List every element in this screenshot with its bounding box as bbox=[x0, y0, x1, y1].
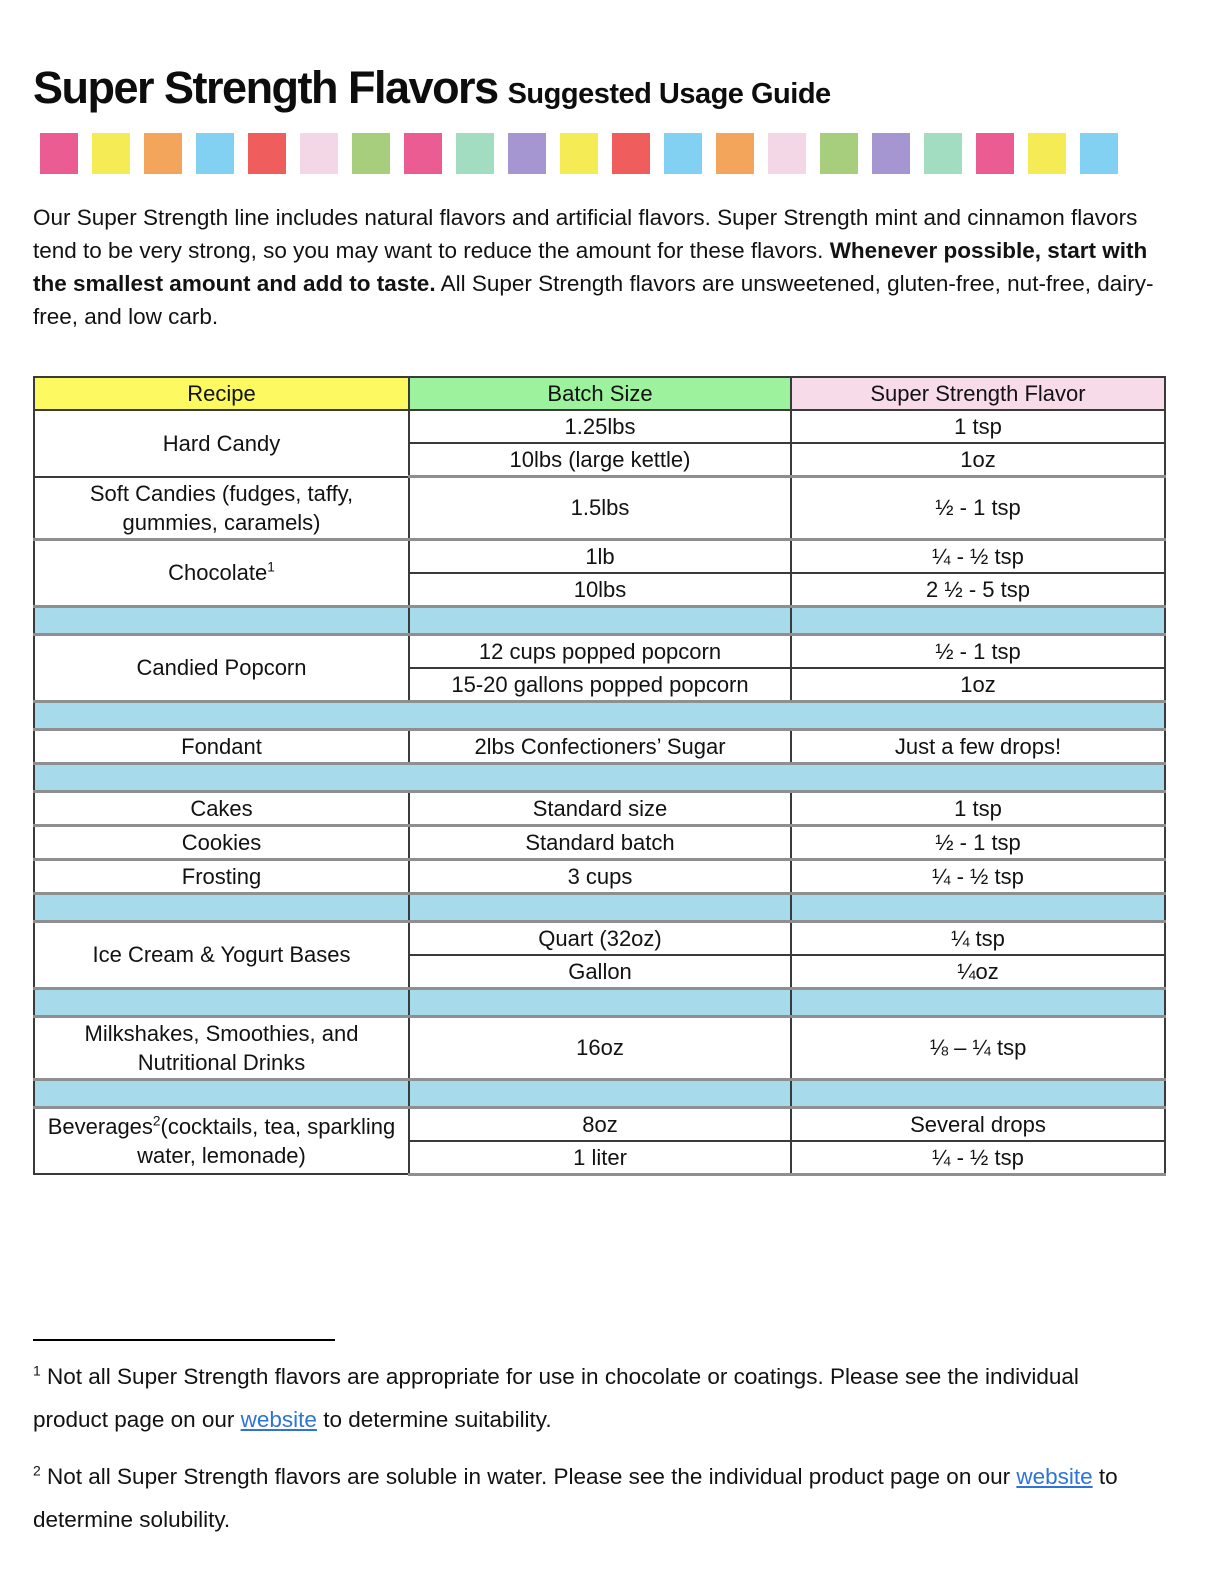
color-stripe bbox=[40, 133, 1164, 174]
title-line bbox=[33, 62, 1164, 114]
recipe-cell: Milkshakes, Smoothies, and Nutritional Drinks bbox=[34, 1016, 409, 1079]
spacer-cell bbox=[34, 893, 409, 921]
page-title: Super Strength Flavors bbox=[33, 62, 498, 113]
spacer-cell bbox=[34, 988, 409, 1016]
intro-paragraph bbox=[33, 201, 1164, 333]
spacer-cell bbox=[791, 893, 1165, 921]
flavor-amount-cell: ⅛ – ¼ tsp bbox=[791, 1016, 1165, 1079]
flavor-amount-cell: 1 tsp bbox=[791, 791, 1165, 825]
batch-size-cell: 15-20 gallons popped popcorn bbox=[409, 668, 791, 702]
batch-size-cell: 3 cups bbox=[409, 859, 791, 893]
table-row bbox=[34, 1107, 1165, 1141]
flavor-amount-cell: Several drops bbox=[791, 1107, 1165, 1141]
recipe-cell: Chocolate$^1$ bbox=[34, 539, 409, 606]
spacer-cell bbox=[791, 1079, 1165, 1107]
table-row bbox=[34, 477, 1165, 540]
spacer-row bbox=[34, 606, 1165, 634]
color-square bbox=[300, 133, 338, 174]
footnote-1-text-after: to determine suitability. bbox=[316, 1406, 552, 1432]
table-row bbox=[34, 791, 1165, 825]
recipe-cell: Ice Cream & Yogurt Bases bbox=[34, 921, 409, 988]
table-row bbox=[34, 859, 1165, 893]
color-square bbox=[716, 133, 754, 174]
flavor-amount-cell: 1 tsp bbox=[791, 410, 1165, 443]
recipe-cell: Cookies bbox=[34, 825, 409, 859]
flavor-amount-cell: ¼ - ½ tsp bbox=[791, 859, 1165, 893]
batch-size-cell: Standard batch bbox=[409, 825, 791, 859]
recipe-cell: Beverages$^2$(cocktails, tea, sparkling water, lemonade) bbox=[34, 1107, 409, 1174]
usage-table bbox=[33, 376, 1166, 1176]
intro-text-after: All Super Strength flavors are unsweetened, gluten-free, nut-free, dairy-free, and low carb. bbox=[33, 271, 1154, 329]
spacer-cell bbox=[409, 988, 791, 1016]
table-row bbox=[34, 921, 1165, 955]
col-header-recipe: Recipe bbox=[34, 377, 409, 410]
spacer-cell bbox=[34, 701, 1165, 729]
table-row bbox=[34, 539, 1165, 573]
color-square bbox=[560, 133, 598, 174]
batch-size-cell: 10lbs bbox=[409, 573, 791, 607]
color-square bbox=[820, 133, 858, 174]
color-square bbox=[40, 133, 78, 174]
table-row bbox=[34, 729, 1165, 763]
flavor-amount-cell: ½ - 1 tsp bbox=[791, 825, 1165, 859]
spacer-row bbox=[34, 763, 1165, 791]
flavor-amount-cell: 2 ½ - 5 tsp bbox=[791, 573, 1165, 607]
footnote-reference: 1 bbox=[267, 559, 275, 575]
flavor-amount-cell: ½ - 1 tsp bbox=[791, 634, 1165, 668]
spacer-cell bbox=[34, 1079, 409, 1107]
flavor-amount-cell: ½ - 1 tsp bbox=[791, 477, 1165, 540]
flavor-amount-cell: ¼ tsp bbox=[791, 921, 1165, 955]
color-square bbox=[248, 133, 286, 174]
flavor-amount-cell: 1oz bbox=[791, 443, 1165, 477]
color-square bbox=[404, 133, 442, 174]
flavor-amount-cell: Just a few drops! bbox=[791, 729, 1165, 763]
footnote-1-website-link[interactable]: website bbox=[240, 1406, 317, 1432]
spacer-cell bbox=[409, 606, 791, 634]
footnote-2-text: Not all Super Strength flavors are soluble in water. Please see the individual product page on our bbox=[40, 1463, 1017, 1489]
spacer-cell bbox=[409, 1079, 791, 1107]
footnote-2-marker: 2 bbox=[33, 1462, 41, 1478]
color-square bbox=[1080, 133, 1118, 174]
col-header-batch-size: Batch Size bbox=[409, 377, 791, 410]
table-row bbox=[34, 410, 1165, 443]
footnote-reference: 2 bbox=[152, 1113, 161, 1129]
color-square bbox=[1028, 133, 1066, 174]
color-square bbox=[872, 133, 910, 174]
col-header-flavor: Super Strength Flavor bbox=[791, 377, 1165, 410]
color-square bbox=[976, 133, 1014, 174]
color-square bbox=[508, 133, 546, 174]
batch-size-cell: Standard size bbox=[409, 791, 791, 825]
color-square bbox=[924, 133, 962, 174]
spacer-row bbox=[34, 988, 1165, 1016]
color-square bbox=[352, 133, 390, 174]
color-square bbox=[144, 133, 182, 174]
footnote-2-text-after: to determine solubility. bbox=[33, 1463, 1118, 1532]
footnote-1 bbox=[33, 1355, 1138, 1441]
flavor-amount-cell: 1oz bbox=[791, 668, 1165, 702]
batch-size-cell: 1lb bbox=[409, 539, 791, 573]
spacer-row bbox=[34, 1079, 1165, 1107]
recipe-cell: Cakes bbox=[34, 791, 409, 825]
footnote-2-website-link[interactable]: website bbox=[1016, 1463, 1093, 1489]
batch-size-cell: 1.25lbs bbox=[409, 410, 791, 443]
spacer-cell bbox=[791, 988, 1165, 1016]
spacer-cell bbox=[791, 606, 1165, 634]
batch-size-cell: 1 liter bbox=[409, 1141, 791, 1175]
recipe-cell: Candied Popcorn bbox=[34, 634, 409, 701]
footnote-1-marker: 1 bbox=[33, 1362, 41, 1378]
color-square bbox=[612, 133, 650, 174]
table-row bbox=[34, 634, 1165, 668]
table-row bbox=[34, 825, 1165, 859]
batch-size-cell: 1.5lbs bbox=[409, 477, 791, 540]
batch-size-cell: 2lbs Confectioners’ Sugar bbox=[409, 729, 791, 763]
flavor-amount-cell: ¼oz bbox=[791, 955, 1165, 989]
spacer-cell bbox=[409, 893, 791, 921]
batch-size-cell: 8oz bbox=[409, 1107, 791, 1141]
intro-text-bold: Whenever possible, start with the smallest amount and add to taste. bbox=[33, 238, 1148, 296]
batch-size-cell: 16oz bbox=[409, 1016, 791, 1079]
flavor-amount-cell: ¼ - ½ tsp bbox=[791, 539, 1165, 573]
intro-text-before: Our Super Strength line includes natural flavors and artificial flavors. Super Strength mint and cinnamon flavors tend to be very strong, so you may want to reduce the amount for these flavors. bbox=[33, 205, 1138, 263]
page-subtitle: Suggested Usage Guide bbox=[507, 78, 831, 110]
footnote-1-text: Not all Super Strength flavors are appropriate for use in chocolate or coatings. Please see the individual product page on our bbox=[33, 1363, 1079, 1432]
recipe-cell: Hard Candy bbox=[34, 410, 409, 477]
recipe-cell: Fondant bbox=[34, 729, 409, 763]
batch-size-cell: Quart (32oz) bbox=[409, 921, 791, 955]
spacer-cell bbox=[34, 606, 409, 634]
spacer-row bbox=[34, 893, 1165, 921]
usage-table-body bbox=[34, 410, 1165, 1174]
table-row bbox=[34, 1016, 1165, 1079]
batch-size-cell: Gallon bbox=[409, 955, 791, 989]
recipe-cell: Frosting bbox=[34, 859, 409, 893]
spacer-row bbox=[34, 701, 1165, 729]
batch-size-cell: 10lbs (large kettle) bbox=[409, 443, 791, 477]
color-square bbox=[768, 133, 806, 174]
recipe-cell: Soft Candies (fudges, taffy, gummies, caramels) bbox=[34, 477, 409, 540]
footnotes-section bbox=[33, 1339, 1164, 1541]
table-header-row bbox=[34, 377, 1165, 410]
batch-size-cell: 12 cups popped popcorn bbox=[409, 634, 791, 668]
color-square bbox=[92, 133, 130, 174]
color-square bbox=[664, 133, 702, 174]
spacer-cell bbox=[34, 763, 1165, 791]
color-square bbox=[456, 133, 494, 174]
flavor-amount-cell: ¼ - ½ tsp bbox=[791, 1141, 1165, 1175]
footnote-2 bbox=[33, 1455, 1138, 1541]
footnote-divider bbox=[33, 1339, 335, 1341]
color-square bbox=[196, 133, 234, 174]
